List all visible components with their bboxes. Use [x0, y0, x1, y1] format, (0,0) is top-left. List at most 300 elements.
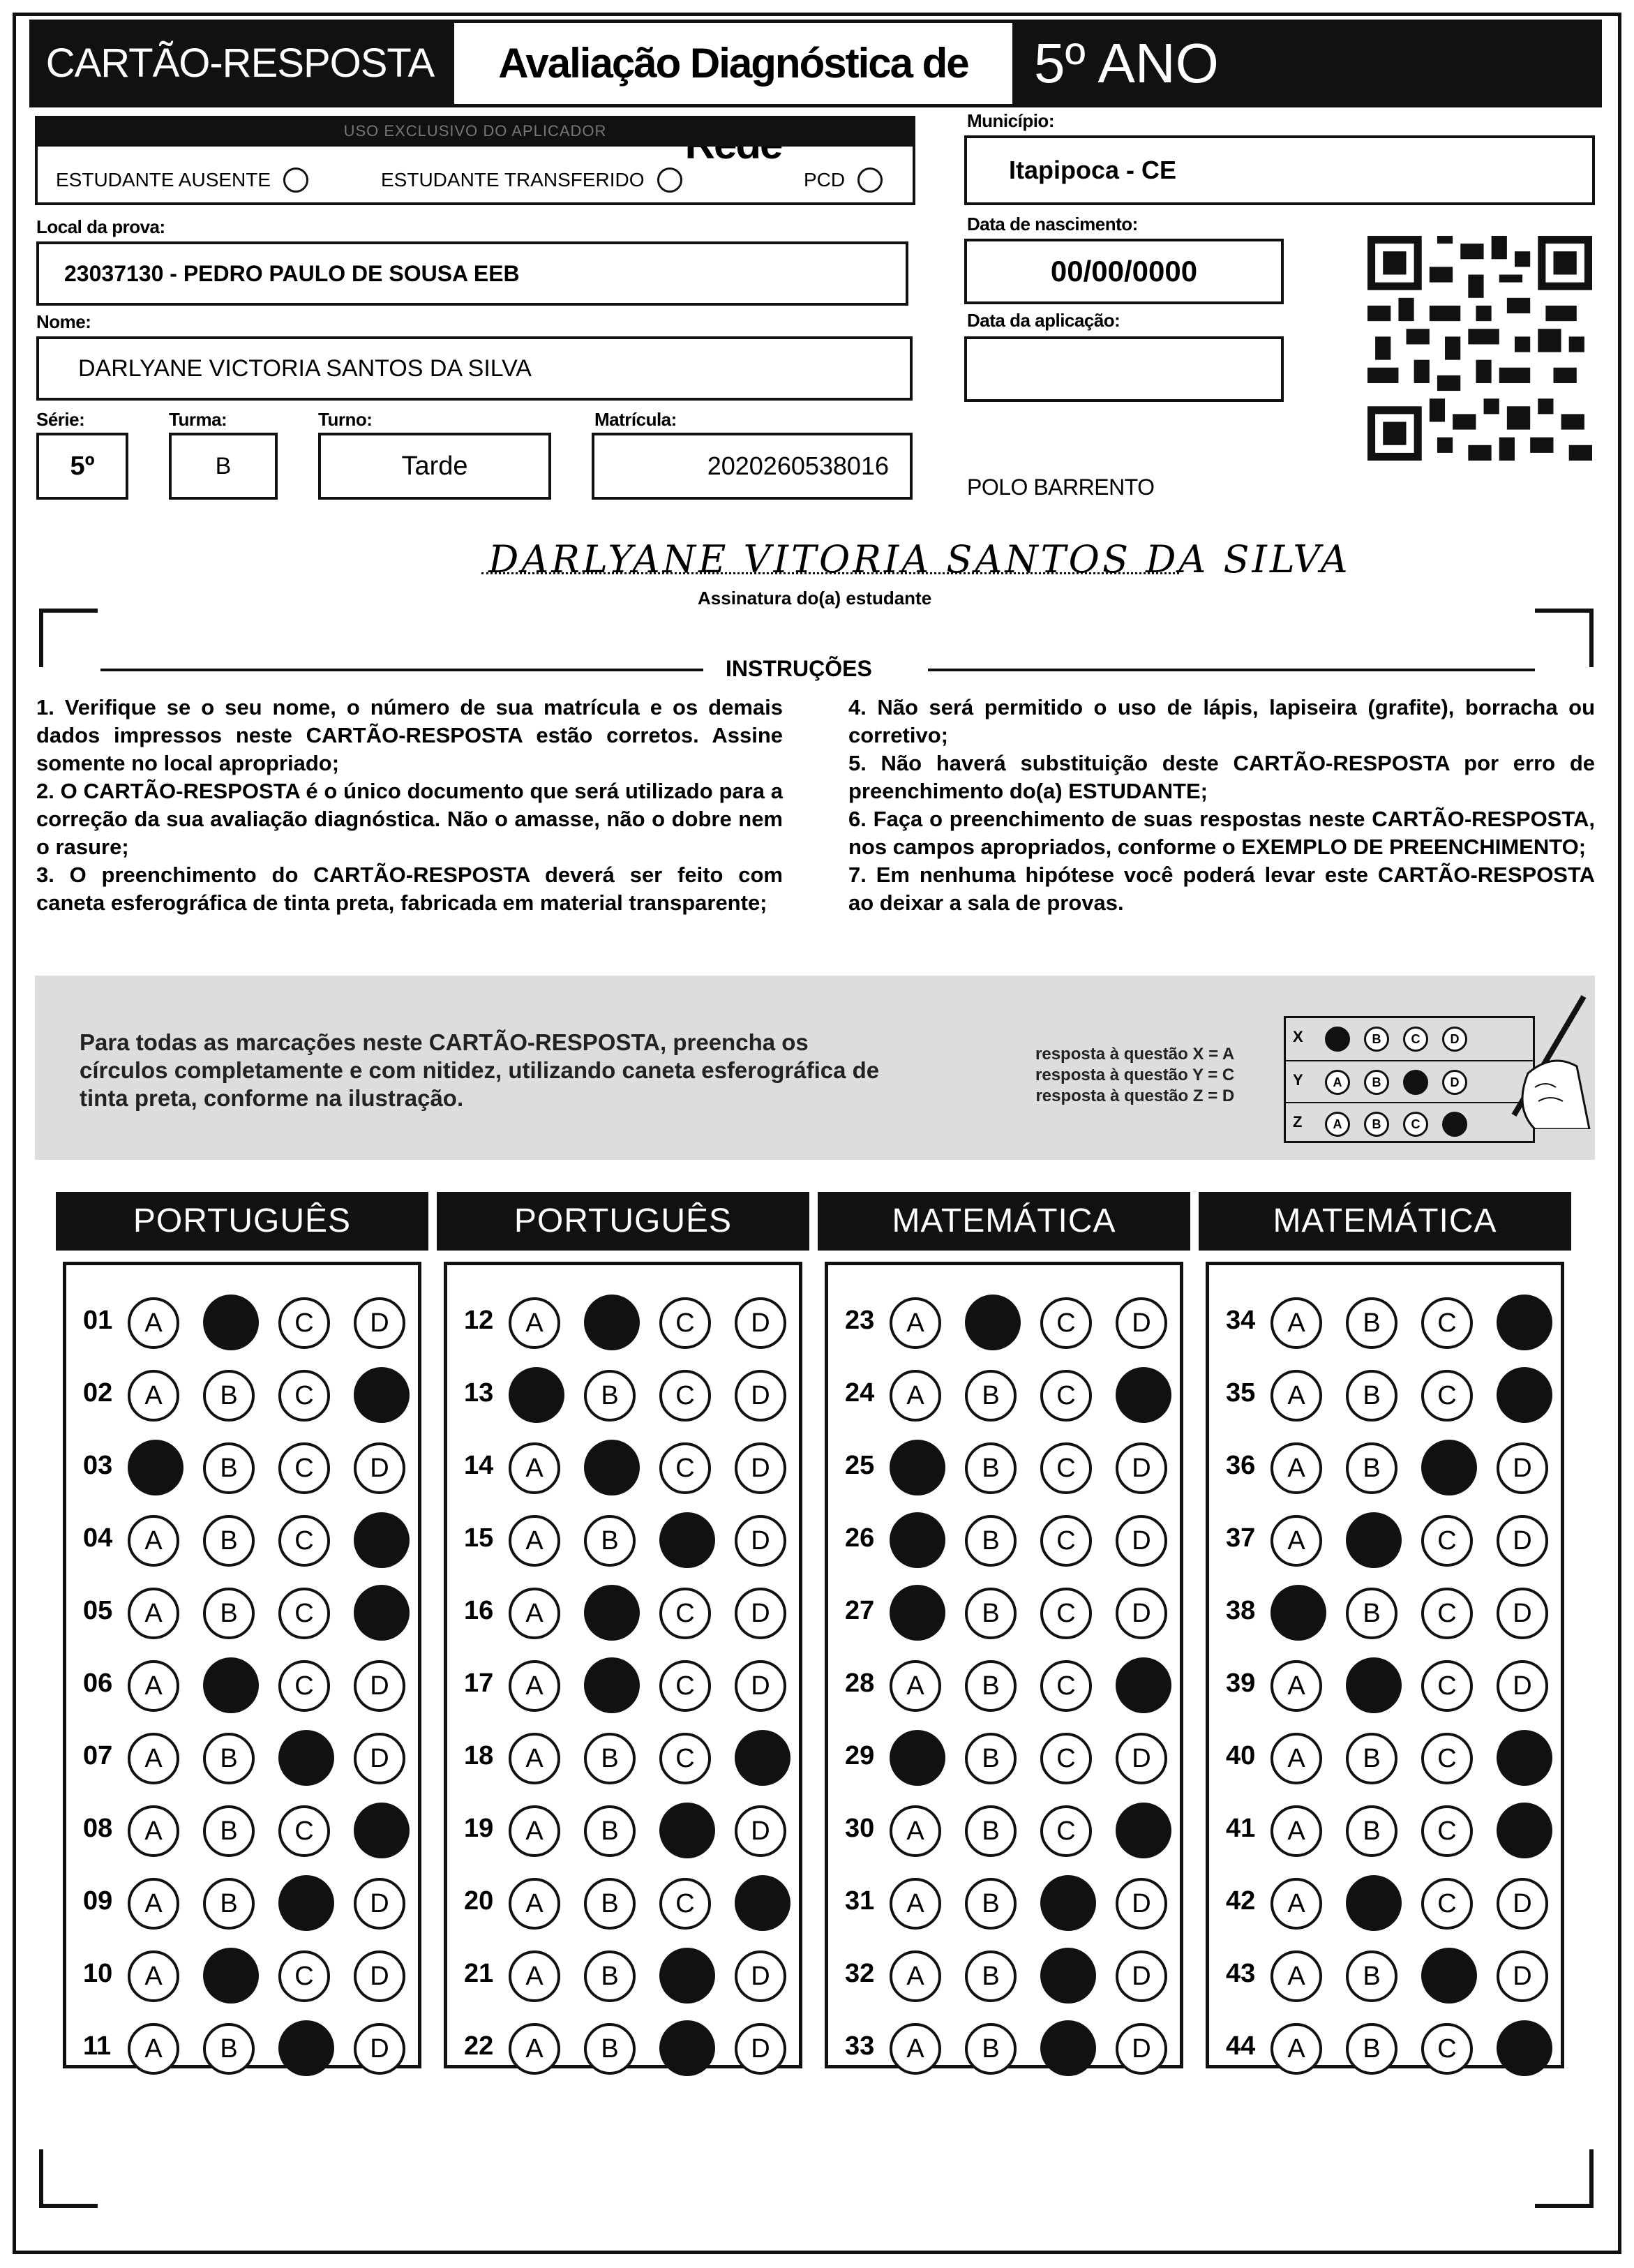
answer-bubble-d[interactable] [1497, 1367, 1552, 1423]
hand-with-pen-icon [1486, 990, 1591, 1129]
answer-bubble-b[interactable] [965, 1295, 1021, 1350]
answer-bubble-c[interactable] [659, 1512, 715, 1568]
question-number: 34 [1226, 1306, 1256, 1335]
answer-bubble-c[interactable]: C [278, 1442, 330, 1494]
answer-bubble-d[interactable]: D [354, 1660, 405, 1712]
polo-label: POLO BARRENTO [967, 475, 1155, 500]
answer-bubble-c[interactable]: C [278, 1950, 330, 2002]
answer-bubble-b[interactable] [203, 1948, 259, 2004]
answer-bubble-d[interactable]: D [735, 1370, 786, 1422]
answer-bubble-d[interactable] [1116, 1803, 1171, 1858]
answer-bubble-a[interactable] [1271, 1585, 1326, 1641]
answer-column [825, 1262, 1183, 2068]
column-header: MATEMÁTICA [1199, 1192, 1571, 1251]
header-grade: 5º ANO [1034, 32, 1219, 94]
question-number: 25 [845, 1451, 875, 1480]
answer-bubble-b[interactable] [203, 1657, 259, 1713]
question-row [1209, 1507, 1561, 1569]
instructions-title: INSTRUÇÕES [726, 656, 872, 681]
answer-bubble-d[interactable]: D [354, 1442, 405, 1494]
aplicador-box [35, 147, 915, 205]
question-row [447, 1361, 799, 1424]
answer-bubble-a[interactable]: A [1271, 1442, 1322, 1494]
answer-bubble-d[interactable]: D [1497, 1950, 1548, 2002]
question-number: 42 [1226, 1886, 1256, 1916]
answer-bubble-b[interactable]: B [965, 1660, 1017, 1712]
answer-bubble-a[interactable]: A [509, 1950, 560, 2002]
turma-field [169, 433, 278, 500]
transferido-option[interactable] [381, 167, 682, 193]
instructions-rule-left [100, 669, 703, 671]
turno-label: Turno: [318, 409, 373, 430]
answer-bubble-c[interactable] [278, 1730, 334, 1786]
answer-bubble-c[interactable]: C [1040, 1660, 1092, 1712]
question-row [447, 1870, 799, 1932]
answer-bubble-b[interactable]: B [965, 1515, 1017, 1567]
question-number: 19 [464, 1814, 494, 1843]
question-number: 04 [83, 1523, 113, 1553]
question-row [66, 1507, 418, 1569]
answer-bubble-c[interactable]: C [659, 1442, 711, 1494]
answer-bubble-b[interactable] [584, 1657, 640, 1713]
answer-bubble-d[interactable]: D [1116, 1733, 1167, 1784]
answer-bubble-c[interactable]: C [1040, 1297, 1092, 1349]
answer-bubble-c[interactable]: C [1421, 1878, 1473, 1930]
answer-bubble-b[interactable]: B [584, 1733, 636, 1784]
question-number: 01 [83, 1306, 113, 1335]
column-header: PORTUGUÊS [56, 1192, 428, 1251]
question-number: 02 [83, 1378, 113, 1408]
question-number: 44 [1226, 2031, 1256, 2061]
question-number: 37 [1226, 1523, 1256, 1553]
answer-bubble-a[interactable] [890, 1585, 945, 1641]
answer-bubble-a[interactable] [890, 1512, 945, 1568]
answer-bubble-b[interactable]: B [965, 1878, 1017, 1930]
answer-bubble-c[interactable] [278, 2020, 334, 2076]
answer-bubble-b[interactable]: B [584, 1515, 636, 1567]
answer-bubble-a[interactable] [128, 1440, 183, 1495]
answer-bubble-c[interactable]: C [278, 1805, 330, 1857]
ausente-option[interactable] [56, 167, 308, 193]
answer-bubble-a[interactable] [890, 1440, 945, 1495]
transferido-label: ESTUDANTE TRANSFERIDO [381, 169, 645, 191]
header-title: CARTÃO-RESPOSTA [45, 40, 435, 86]
answer-bubble-b[interactable]: B [965, 1950, 1017, 2002]
answer-bubble-d[interactable] [735, 1730, 790, 1786]
matricula-value: 2020260538016 [707, 452, 889, 480]
answer-bubble-a[interactable]: A [128, 1515, 179, 1567]
nome-field [36, 336, 913, 401]
answer-bubble-d[interactable]: D [1497, 1660, 1548, 1712]
question-row [828, 1361, 1180, 1424]
answer-bubble-b[interactable] [1346, 1512, 1402, 1568]
answer-bubble-a[interactable]: A [1271, 1297, 1322, 1349]
pcd-option[interactable] [804, 167, 883, 193]
header-bar [29, 20, 1602, 107]
answer-bubble-b[interactable]: B [584, 1878, 636, 1930]
corner-mark-top-left [39, 609, 98, 667]
question-number: 38 [1226, 1596, 1256, 1625]
question-row [1209, 1652, 1561, 1715]
answer-bubble-b[interactable]: B [965, 1588, 1017, 1639]
answer-bubble-b[interactable]: B [1346, 1588, 1397, 1639]
answer-bubble-c[interactable]: C [1040, 1515, 1092, 1567]
answer-bubble-d[interactable]: D [1116, 2023, 1167, 2075]
example-bubble-b: B [1364, 1070, 1389, 1095]
local-field [36, 241, 908, 306]
answer-bubble-a[interactable] [890, 1730, 945, 1786]
answer-bubble-b[interactable]: B [965, 2023, 1017, 2075]
answer-bubble-a[interactable]: A [1271, 1733, 1322, 1784]
answer-bubble-c[interactable]: C [1040, 1370, 1092, 1422]
question-number: 09 [83, 1886, 113, 1916]
answer-bubble-a[interactable]: A [1271, 1515, 1322, 1567]
question-row [447, 1434, 799, 1497]
answer-bubble-b[interactable]: B [584, 2023, 636, 2075]
answer-bubble-a[interactable]: A [890, 2023, 941, 2075]
answer-bubble-d[interactable] [1116, 1657, 1171, 1713]
answer-bubble-a[interactable]: A [890, 1950, 941, 2002]
answer-bubble-a[interactable]: A [509, 1588, 560, 1639]
nome-label: Nome: [36, 311, 91, 332]
answer-bubble-c[interactable]: C [1421, 1370, 1473, 1422]
answer-bubble-d[interactable] [1497, 1295, 1552, 1350]
answer-bubble-c[interactable]: C [659, 1733, 711, 1784]
answer-bubble-a[interactable]: A [128, 2023, 179, 2075]
example-bubble-d [1442, 1112, 1467, 1137]
answer-bubble-c[interactable]: C [1421, 1297, 1473, 1349]
question-row [66, 1289, 418, 1352]
matricula-field [592, 433, 913, 500]
header-exam-name: Avaliação Diagnóstica de [451, 20, 1016, 107]
answer-bubble-c[interactable]: C [659, 1370, 711, 1422]
answer-bubble-b[interactable]: B [203, 2023, 255, 2075]
answer-bubble-a[interactable]: A [1271, 1660, 1322, 1712]
answer-bubble-b[interactable]: B [1346, 2023, 1397, 2075]
answer-bubble-b[interactable]: B [584, 1950, 636, 2002]
answer-bubble-d[interactable]: D [735, 1660, 786, 1712]
answer-bubble-d[interactable]: D [354, 2023, 405, 2075]
question-number: 07 [83, 1741, 113, 1770]
question-number: 39 [1226, 1669, 1256, 1698]
question-row [1209, 1724, 1561, 1787]
answer-bubble-a[interactable] [509, 1367, 564, 1423]
question-row [828, 1797, 1180, 1860]
answer-bubble-b[interactable]: B [1346, 1950, 1397, 2002]
answer-bubble-b[interactable]: B [203, 1878, 255, 1930]
corner-mark-bottom-right [1535, 2149, 1594, 2208]
answer-bubble-d[interactable]: D [1497, 1878, 1548, 1930]
answer-bubble-c[interactable]: C [1421, 1660, 1473, 1712]
qr-code-icon [1367, 236, 1592, 461]
answer-bubble-c[interactable]: C [278, 1370, 330, 1422]
question-row [828, 1942, 1180, 2005]
answer-bubble-a[interactable]: A [128, 1588, 179, 1639]
answer-bubble-c[interactable]: C [1421, 1805, 1473, 1857]
question-row [447, 1507, 799, 1569]
question-row [828, 1652, 1180, 1715]
answer-bubble-d[interactable]: D [354, 1878, 405, 1930]
question-number: 05 [83, 1596, 113, 1625]
answer-bubble-b[interactable]: B [1346, 1805, 1397, 1857]
filling-example [35, 976, 1595, 1160]
question-number: 30 [845, 1814, 875, 1843]
answer-bubble-b[interactable]: B [1346, 1297, 1397, 1349]
answer-bubble-c[interactable]: C [1040, 1442, 1092, 1494]
answer-bubble-c[interactable] [1421, 1948, 1477, 2004]
corner-mark-top-right [1535, 609, 1594, 667]
answer-bubble-d[interactable]: D [1116, 1588, 1167, 1639]
question-row [1209, 1289, 1561, 1352]
answer-bubble-d[interactable] [354, 1367, 410, 1423]
answer-bubble-d[interactable]: D [1497, 1515, 1548, 1567]
answer-bubble-c[interactable]: C [1040, 1805, 1092, 1857]
answer-bubble-d[interactable]: D [1497, 1442, 1548, 1494]
answer-bubble-a[interactable]: A [128, 1805, 179, 1857]
answer-bubble-d[interactable]: D [735, 1950, 786, 2002]
answer-bubble-d[interactable]: D [1116, 1442, 1167, 1494]
answer-bubble-b[interactable]: B [203, 1442, 255, 1494]
aplicacao-label: Data da aplicação: [967, 310, 1120, 331]
example-bubble-d: D [1442, 1027, 1467, 1052]
instruction-5: 5. Não haverá substituição deste CARTÃO-RESPOSTA por erro de preenchimento do(a) ESTUDANTE; [848, 751, 1595, 803]
question-number: 22 [464, 2031, 494, 2061]
answer-bubble-c[interactable] [1040, 1875, 1096, 1931]
answer-bubble-a[interactable]: A [890, 1660, 941, 1712]
answer-bubble-d[interactable]: D [1116, 1297, 1167, 1349]
answer-bubble-c[interactable]: C [659, 1588, 711, 1639]
nome-value: DARLYANE VICTORIA SANTOS DA SILVA [78, 355, 532, 382]
answer-bubble-d[interactable] [354, 1512, 410, 1568]
answer-bubble-a[interactable]: A [509, 1442, 560, 1494]
question-number: 36 [1226, 1451, 1256, 1480]
answer-bubble-d[interactable]: D [354, 1733, 405, 1784]
question-number: 03 [83, 1451, 113, 1480]
answer-bubble-a[interactable]: A [509, 1660, 560, 1712]
question-row [66, 1797, 418, 1860]
answer-bubble-b[interactable] [1346, 1875, 1402, 1931]
answer-bubble-d[interactable]: D [1116, 1950, 1167, 2002]
answer-bubble-b[interactable]: B [965, 1442, 1017, 1494]
aplicacao-field[interactable] [964, 336, 1284, 402]
question-number: 24 [845, 1378, 875, 1408]
answer-bubble-d[interactable]: D [735, 2023, 786, 2075]
question-row [1209, 1361, 1561, 1424]
answer-bubble-c[interactable]: C [1421, 1588, 1473, 1639]
answer-bubble-c[interactable]: C [1421, 1733, 1473, 1784]
example-bubble-b: B [1364, 1112, 1389, 1137]
question-row [66, 1942, 418, 2005]
example-key-y: resposta à questão Y = C [1035, 1066, 1235, 1084]
answer-bubble-a[interactable]: A [1271, 1805, 1322, 1857]
answer-bubble-d[interactable] [735, 1875, 790, 1931]
answer-bubble-a[interactable]: A [890, 1297, 941, 1349]
instruction-3: 3. O preenchimento do CARTÃO-RESPOSTA deverá ser feito com caneta esferográfica de tinta preta, fabricada em material transparente; [36, 863, 783, 915]
answer-bubble-b[interactable] [1346, 1657, 1402, 1713]
answer-bubble-a[interactable]: A [128, 1370, 179, 1422]
question-row [447, 1797, 799, 1860]
answer-bubble-c[interactable]: C [659, 1660, 711, 1712]
local-value: 23037130 - PEDRO PAULO DE SOUSA EEB [64, 260, 520, 286]
example-bubble-c: C [1403, 1112, 1428, 1137]
answer-bubble-b[interactable] [584, 1295, 640, 1350]
answer-bubble-d[interactable] [1497, 1730, 1552, 1786]
aplicador-bar: USO EXCLUSIVO DO APLICADOR [35, 116, 915, 147]
answer-bubble-c[interactable]: C [659, 1878, 711, 1930]
example-key-x: resposta à questão X = A [1035, 1045, 1235, 1064]
answer-bubble-c[interactable]: C [659, 1297, 711, 1349]
question-row [66, 1361, 418, 1424]
answer-bubble-d[interactable]: D [735, 1588, 786, 1639]
answer-bubble-c[interactable]: C [1421, 1515, 1473, 1567]
corner-mark-bottom-left [39, 2149, 98, 2208]
answer-bubble-d[interactable]: D [354, 1297, 405, 1349]
question-row [66, 2015, 418, 2077]
pcd-radio[interactable] [857, 167, 883, 193]
question-row [828, 1724, 1180, 1787]
answer-bubble-a[interactable]: A [128, 1660, 179, 1712]
column-header: PORTUGUÊS [437, 1192, 809, 1251]
question-number: 26 [845, 1523, 875, 1553]
answer-bubble-b[interactable]: B [203, 1515, 255, 1567]
answer-bubble-a[interactable]: A [128, 1297, 179, 1349]
answer-bubble-b[interactable]: B [1346, 1370, 1397, 1422]
question-row [447, 1289, 799, 1352]
answer-bubble-c[interactable] [1040, 2020, 1096, 2076]
local-label: Local da prova: [36, 216, 165, 237]
answer-bubble-a[interactable]: A [128, 1878, 179, 1930]
answer-bubble-a[interactable]: A [890, 1805, 941, 1857]
instructions-left [36, 694, 783, 917]
answer-bubble-b[interactable] [584, 1585, 640, 1641]
serie-label: Série: [36, 409, 85, 430]
question-number: 06 [83, 1669, 113, 1698]
answer-bubble-c[interactable]: C [1421, 2023, 1473, 2075]
answer-bubble-c[interactable] [659, 1803, 715, 1858]
answer-bubble-d[interactable] [1497, 1803, 1552, 1858]
answer-bubble-d[interactable]: D [735, 1442, 786, 1494]
answer-bubble-c[interactable] [659, 1948, 715, 2004]
answer-bubble-b[interactable]: B [584, 1370, 636, 1422]
answer-bubble-a[interactable]: A [509, 2023, 560, 2075]
answer-bubble-a[interactable]: A [509, 1805, 560, 1857]
question-number: 43 [1226, 1959, 1256, 1988]
answer-bubble-c[interactable] [278, 1875, 334, 1931]
question-row [447, 1942, 799, 2005]
question-number: 14 [464, 1451, 494, 1480]
question-number: 08 [83, 1814, 113, 1843]
answer-bubble-a[interactable]: A [890, 1370, 941, 1422]
answer-bubble-b[interactable]: B [1346, 1442, 1397, 1494]
example-row-label: Z [1293, 1113, 1303, 1131]
answer-bubble-d[interactable]: D [735, 1515, 786, 1567]
answer-bubble-c[interactable]: C [278, 1515, 330, 1567]
answer-bubble-a[interactable]: A [1271, 2023, 1322, 2075]
example-keys [1035, 1044, 1234, 1107]
example-bubble-c: C [1403, 1027, 1428, 1052]
answer-bubble-b[interactable]: B [203, 1805, 255, 1857]
answer-bubble-d[interactable]: D [735, 1805, 786, 1857]
answer-bubble-a[interactable]: A [1271, 1370, 1322, 1422]
answer-bubble-c[interactable] [1040, 1948, 1096, 2004]
turno-value: Tarde [401, 451, 468, 481]
transferido-radio[interactable] [657, 167, 682, 193]
answer-bubble-d[interactable]: D [1116, 1515, 1167, 1567]
answer-bubble-b[interactable]: B [965, 1805, 1017, 1857]
answer-bubble-a[interactable]: A [509, 1515, 560, 1567]
ausente-radio[interactable] [283, 167, 308, 193]
answer-bubble-b[interactable]: B [584, 1805, 636, 1857]
answer-bubble-b[interactable]: B [203, 1370, 255, 1422]
answer-bubble-b[interactable] [203, 1295, 259, 1350]
question-number: 20 [464, 1886, 494, 1916]
answer-column [1206, 1262, 1564, 2068]
answer-bubble-b[interactable] [584, 1440, 640, 1495]
answer-bubble-a[interactable]: A [1271, 1878, 1322, 1930]
answer-bubble-c[interactable]: C [278, 1660, 330, 1712]
question-row [828, 1434, 1180, 1497]
answer-bubble-a[interactable]: A [890, 1878, 941, 1930]
answer-bubble-d[interactable] [1497, 2020, 1552, 2076]
question-number: 29 [845, 1741, 875, 1770]
answer-column [444, 1262, 802, 2068]
answer-bubble-c[interactable]: C [1040, 1588, 1092, 1639]
answer-bubble-a[interactable]: A [128, 1950, 179, 2002]
question-number: 41 [1226, 1814, 1256, 1843]
example-row-label: X [1293, 1028, 1303, 1045]
example-bubble-a: A [1325, 1112, 1350, 1137]
answer-column [63, 1262, 421, 2068]
example-bubble-a [1325, 1027, 1350, 1052]
answer-bubble-d[interactable]: D [735, 1297, 786, 1349]
question-number: 11 [83, 2031, 112, 2061]
serie-field [36, 433, 128, 500]
turma-value: B [215, 452, 232, 479]
answer-bubble-c[interactable] [1421, 1440, 1477, 1495]
answer-bubble-d[interactable]: D [354, 1950, 405, 2002]
answer-bubble-d[interactable] [354, 1585, 410, 1641]
answer-bubble-d[interactable]: D [1116, 1878, 1167, 1930]
question-row [66, 1724, 418, 1787]
answer-bubble-b[interactable]: B [203, 1733, 255, 1784]
question-row [66, 1870, 418, 1932]
answer-bubble-a[interactable]: A [1271, 1950, 1322, 2002]
answer-bubble-c[interactable]: C [278, 1297, 330, 1349]
answer-bubble-c[interactable]: C [278, 1588, 330, 1639]
question-row [1209, 1434, 1561, 1497]
question-row [447, 1579, 799, 1642]
answer-bubble-d[interactable] [1116, 1367, 1171, 1423]
answer-bubble-a[interactable]: A [509, 1297, 560, 1349]
answer-bubble-b[interactable]: B [203, 1588, 255, 1639]
question-row [828, 1870, 1180, 1932]
answer-bubble-d[interactable] [354, 1803, 410, 1858]
answer-bubble-a[interactable]: A [128, 1733, 179, 1784]
question-row [66, 1579, 418, 1642]
answer-bubble-a[interactable]: A [509, 1878, 560, 1930]
question-number: 10 [83, 1959, 113, 1988]
answer-bubble-d[interactable]: D [1497, 1588, 1548, 1639]
answer-bubble-b[interactable]: B [965, 1733, 1017, 1784]
answer-bubble-a[interactable]: A [509, 1733, 560, 1784]
pcd-label: PCD [804, 169, 846, 191]
answer-bubble-b[interactable]: B [1346, 1733, 1397, 1784]
answer-bubble-c[interactable] [659, 2020, 715, 2076]
answer-bubble-c[interactable]: C [1040, 1733, 1092, 1784]
question-number: 13 [464, 1378, 494, 1408]
answer-bubble-b[interactable]: B [965, 1370, 1017, 1422]
matricula-label: Matrícula: [594, 409, 677, 430]
